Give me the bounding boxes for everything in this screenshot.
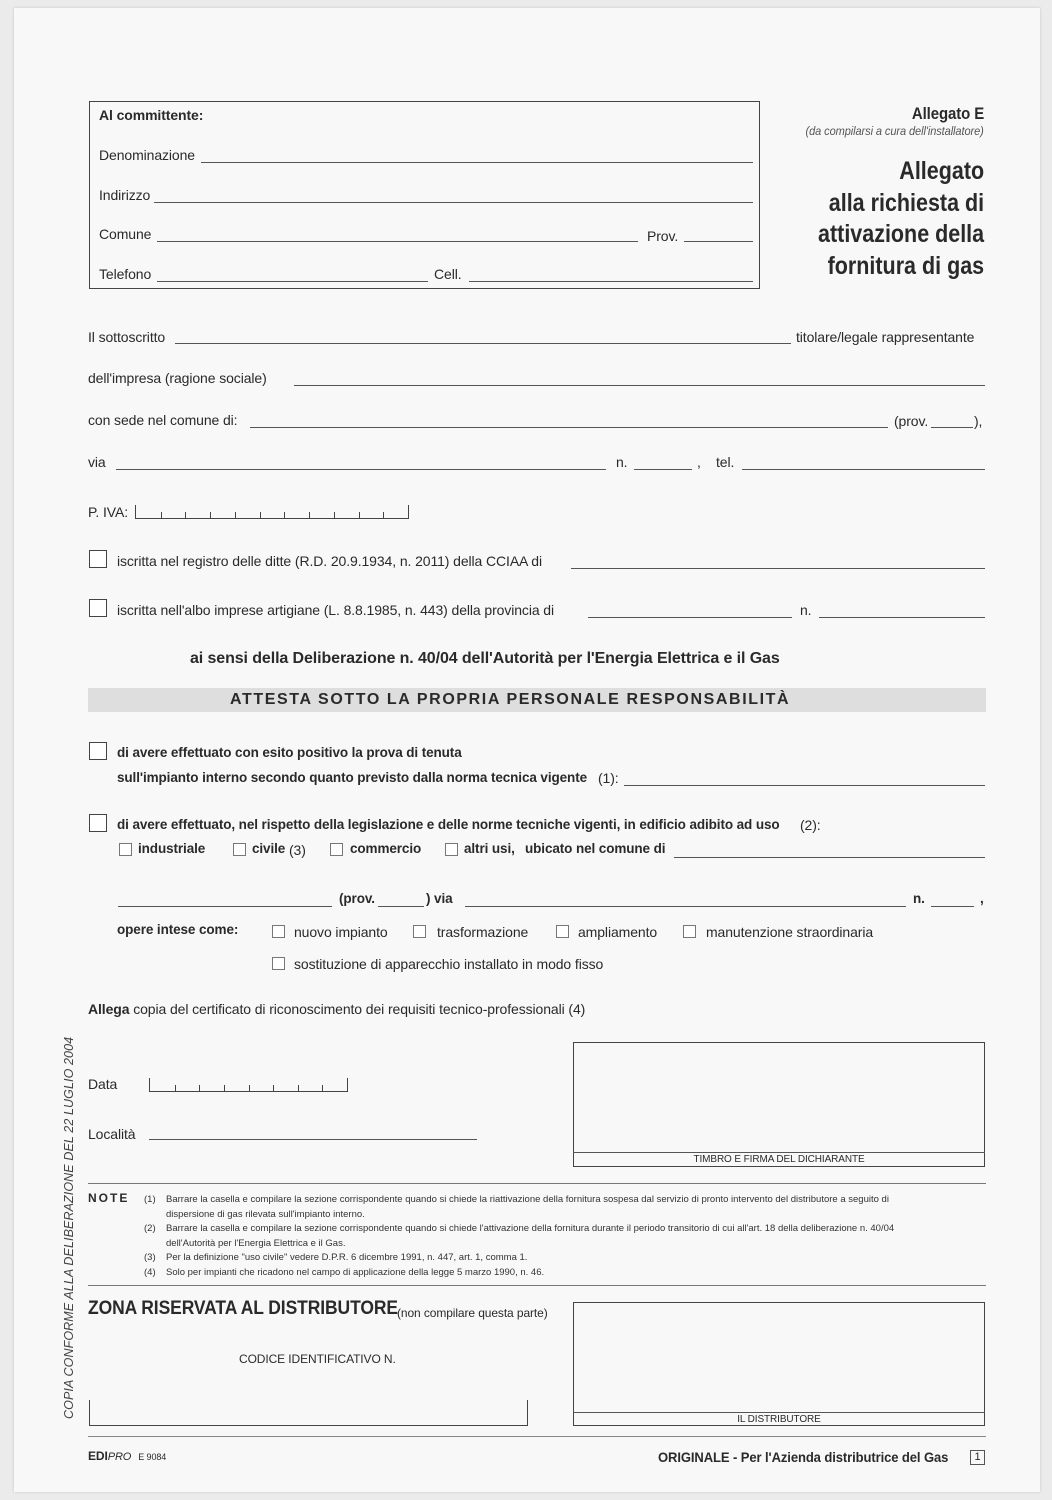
opera-sostituzione-checkbox[interactable] [272,957,285,970]
note-text: dell'Autorità per l'Energia Elettrica e il Gas. [166,1237,346,1249]
allega-body: copia del certificato di riconoscimento dei requisiti tecnico-professionali [133,1001,565,1017]
opera-manutenzione-label: manutenzione straordinaria [706,924,874,940]
comb-tick [359,512,360,518]
opzione2-n-field[interactable] [931,906,974,907]
note-text: Barrare la casella e compilare la sezione corrispondente quando si chiede la riattivazione della fornitura sospesa dal servizio di pronto intervento del distributore a seguito di [166,1194,889,1205]
ubicato-field[interactable] [674,857,985,858]
footer-brand [88,1449,166,1463]
allega-text [88,1001,585,1017]
comb-tick [185,512,186,518]
note-text: dispersione di gas rilevata sull'impianto interno. [166,1208,365,1220]
comb-tick [273,1085,274,1091]
footer-code: E 9084 [138,1452,167,1462]
opzione2-via-field[interactable] [465,906,906,907]
allegato-code: Allegato E [911,104,984,123]
footer-copy-bold: ORIGINALE [658,1449,730,1465]
titolare-label: titolare/legale rappresentante [796,329,975,345]
cell-label: Cell. [434,266,462,282]
albo-field[interactable] [588,617,792,618]
comb-tick [210,512,211,518]
codice-label: CODICE IDENTIFICATIVO N. [239,1352,396,1366]
title-line-1: Allegato [899,157,984,185]
timbro-label: TIMBRO E FIRMA DEL DICHIARANTE [693,1154,865,1165]
opzione2-prov-field[interactable] [378,906,424,907]
comb-tick [224,1085,225,1091]
comb-tick [260,512,261,518]
indirizzo-label: Indirizzo [99,187,151,203]
uso-altri-label: altri usi, [464,841,515,856]
opera-ampliamento-label: ampliamento [578,924,658,940]
note-ref: (2) [144,1223,156,1235]
comb-tick [322,1085,323,1091]
sede-label: con sede nel comune di: [88,412,238,428]
uso-industriale-checkbox[interactable] [119,843,132,856]
note-ref: (4) [144,1267,156,1278]
comb-tick [334,512,335,518]
opzione2-n-label: n. [913,891,925,906]
comb-tick [199,1085,200,1091]
prov-label: Prov. [647,228,679,244]
title-line-2: alla richiesta di [828,188,984,217]
footer-copy [658,1449,948,1465]
note-text: Barrare la casella e compilare la sezione corrispondente quando si chiede l'attivazione della fornitura durante il periodo transitorio di cui all'art. 18 della deliberazione n. 40/04 [166,1223,895,1235]
distributore-divider [573,1412,985,1413]
impresa-field[interactable] [294,385,985,386]
comb-tick [161,512,162,518]
via-field[interactable] [116,469,606,470]
sede-field[interactable] [250,427,888,428]
committente-heading: Al committente: [99,107,204,123]
denominazione-label: Denominazione [99,147,195,163]
opera-nuovo-label: nuovo impianto [294,924,388,940]
opzione2-line1: di avere effettuato, nel rispetto della legislazione e delle norme tecniche vigenti, in edificio adibito ad uso [117,817,780,832]
opzione2-checkbox[interactable] [89,814,107,832]
tel-field[interactable] [742,469,985,470]
impresa-label: dell'impresa (ragione sociale) [88,370,267,386]
localita-label: Località [88,1126,136,1142]
tel-label: tel. [716,454,735,470]
via-n-field[interactable] [634,469,692,470]
allega-bold: Allega [88,1001,130,1017]
comb-tick [175,1085,176,1091]
data-label: Data [88,1076,118,1092]
footer-page: 1 [974,1451,981,1463]
comb-tick [235,512,236,518]
ccia-label: iscritta nel registro delle ditte (R.D. 20.9.1934, n. 2011) della CCIAA di [117,553,543,569]
opere-label: opere intese come: [117,922,239,937]
codice-field[interactable] [89,1400,528,1426]
opzione2-prov-label: (prov. [339,891,375,906]
opera-sostituzione-label: sostituzione di apparecchio installato in modo fisso [294,956,604,972]
opera-ampliamento-checkbox[interactable] [556,925,569,938]
footer-page-box [970,1450,985,1465]
allega-ref: (4) [568,1001,586,1017]
ubicato-label: ubicato nel comune di [525,841,666,856]
notes-separator-bottom [88,1285,986,1286]
uso-commercio-checkbox[interactable] [330,843,343,856]
telefono-field[interactable] [157,281,428,282]
allegato-subtitle: (da compilarsi a cura dell'installatore) [805,124,984,138]
sede-prov-label: (prov. [894,413,929,429]
prov-field[interactable] [684,241,753,242]
opzione1-field[interactable] [624,785,985,786]
zona-subtitle: (non compilare questa parte) [397,1306,548,1320]
sottoscritto-label: Il sottoscritto [88,329,166,345]
uso-commercio-label: commercio [350,841,422,856]
albo-label: iscritta nell'albo imprese artigiane (L. 8.8.1985, n. 443) della provincia di [117,602,554,618]
opera-nuovo-checkbox[interactable] [272,925,285,938]
uso-civile-checkbox[interactable] [233,843,246,856]
comb-tick [309,512,310,518]
sottoscritto-field[interactable] [175,343,791,344]
via-label: via [88,454,106,470]
attesta-heading: ATTESTA SOTTO LA PROPRIA PERSONALE RESPONSABILITÀ [230,691,791,708]
brand-edi: EDI [88,1449,108,1463]
opzione2-ref: (2): [800,817,821,833]
opzione1-ref: (1): [598,770,619,786]
distributore-label: IL DISTRIBUTORE [737,1414,821,1425]
comune-label: Comune [99,226,152,242]
opzione1-checkbox[interactable] [89,742,107,760]
title-line-4: fornitura di gas [827,251,984,280]
comb-tick [284,512,285,518]
sede-prov-close: ), [974,413,983,429]
brand-pro: PRO [107,1451,132,1463]
side-text: COPIA CONFORME ALLA DELIBERAZIONE DEL 22 LUGLIO 2004 [62,1036,76,1419]
opzione2-comune-field[interactable] [118,906,332,907]
piva-field[interactable] [135,505,409,519]
via-comma: , [697,454,701,470]
committente-box [89,101,760,289]
footer-copy-rest: - Per l'Azienda distributrice del Gas [729,1449,949,1465]
uso-altri-checkbox[interactable] [445,843,458,856]
opzione2-via-label: ) via [426,891,453,906]
note-heading: NOTE [88,1191,130,1205]
opzione1-line1: di avere effettuato con esito positivo la prova di tenuta [117,745,462,760]
comune-field[interactable] [157,241,638,242]
notes-separator [88,1183,986,1184]
opzione2-comma: , [980,891,984,906]
opzione1-line2: sull'impianto interno secondo quanto previsto dalla norma tecnica vigente [117,770,587,785]
zona-title: ZONA RISERVATA AL DISTRIBUTORE [88,1298,398,1319]
opera-trasformazione-label: trasformazione [437,924,529,940]
denominazione-field[interactable] [201,162,753,163]
comb-tick [249,1085,250,1091]
note-text: Per la definizione "uso civile" vedere D.P.R. 6 dicembre 1991, n. 447, art. 1, comma 1. [166,1252,528,1264]
telefono-label: Telefono [99,266,152,282]
comb-tick [383,512,384,518]
data-field[interactable] [149,1078,348,1092]
cell-field[interactable] [469,281,753,282]
ccia-field[interactable] [571,568,985,569]
uso-civile-label: civile [252,841,286,856]
distributore-box[interactable] [573,1302,985,1426]
main-title [818,156,984,282]
footer-rule [88,1436,986,1437]
opera-trasformazione-checkbox[interactable] [413,925,426,938]
localita-field[interactable] [149,1139,477,1140]
delibera-text: ai sensi della Deliberazione n. 40/04 dell'Autorità per l'Energia Elettrica e il Gas [190,650,780,667]
opera-manutenzione-checkbox[interactable] [683,925,696,938]
title-line-3: attivazione della [817,220,984,248]
via-n-label: n. [616,454,628,470]
timbro-box[interactable] [573,1042,985,1167]
indirizzo-field[interactable] [154,202,753,203]
albo-checkbox[interactable] [89,599,107,617]
note-ref: (1) [144,1194,156,1205]
note-text: Solo per impianti che ricadono nel campo di applicazione della legge 5 marzo 1990, n. 46. [166,1267,545,1278]
albo-n-label: n. [800,602,812,618]
piva-label: P. IVA: [88,504,129,520]
uso-civile-ref: (3) [289,842,306,858]
ccia-checkbox[interactable] [89,550,107,568]
form-sheet [14,8,1040,1492]
comb-tick [298,1085,299,1091]
timbro-divider [573,1152,985,1153]
note-ref: (3) [144,1252,156,1264]
albo-n-field[interactable] [819,617,985,618]
sede-prov-field[interactable] [931,427,973,428]
uso-industriale-label: industriale [138,841,206,856]
